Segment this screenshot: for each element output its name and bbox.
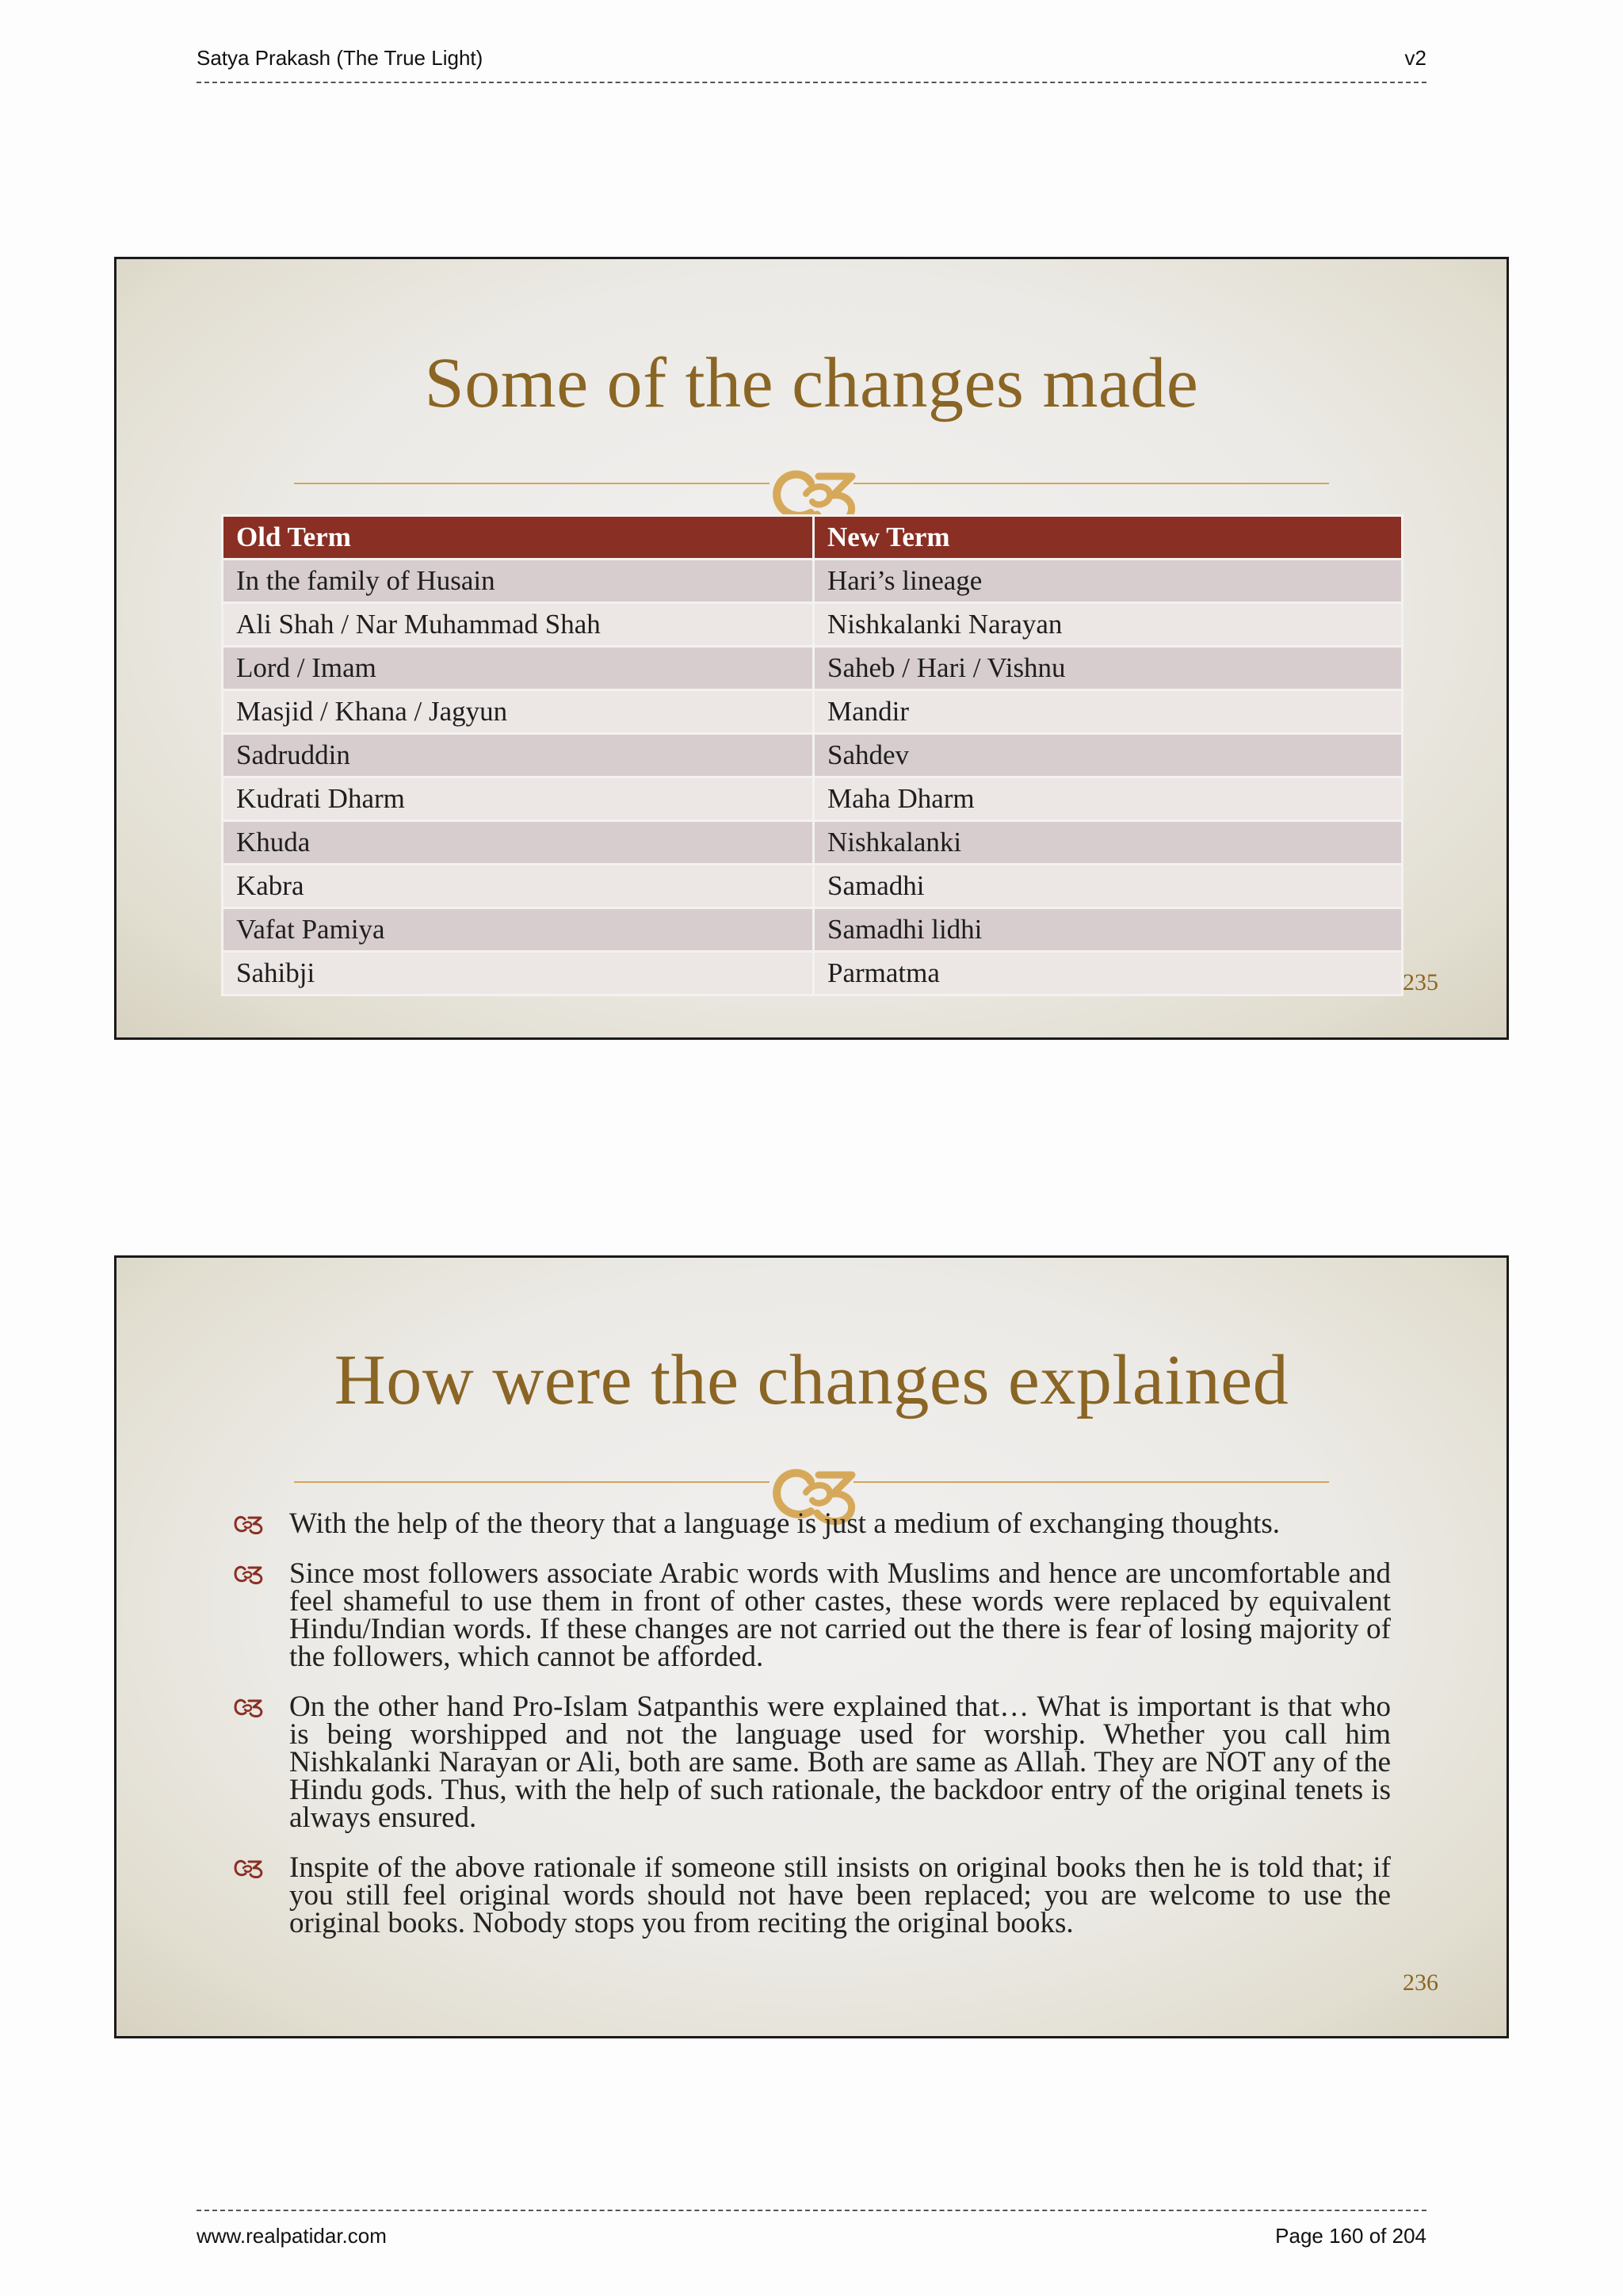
new-term-cell: Samadhi: [814, 865, 1403, 908]
new-term-cell: Sahdev: [814, 734, 1403, 777]
old-term-cell: Ali Shah / Nar Muhammad Shah: [223, 603, 814, 647]
new-term-cell: Mandir: [814, 690, 1403, 734]
slide-number: 236: [1403, 1969, 1438, 1996]
old-term-cell: Sadruddin: [223, 734, 814, 777]
page-header: [197, 46, 1426, 83]
divider-line-right: [854, 1481, 1329, 1483]
old-term-cell: In the family of Husain: [223, 560, 814, 603]
old-term-cell: Lord / Imam: [223, 647, 814, 690]
document-version: v2: [1404, 46, 1426, 70]
table-row: [223, 560, 1403, 603]
footer-divider: [197, 2210, 1426, 2211]
list-item: [234, 1851, 1391, 1939]
table-row: [223, 647, 1403, 690]
divider-line-right: [854, 483, 1329, 484]
table-row: [223, 777, 1403, 821]
slide-title: Some of the changes made: [424, 344, 1199, 422]
header-old-term: Old Term: [223, 516, 814, 560]
ornament-bullet-icon: [234, 1859, 265, 1879]
slide-236: [114, 1255, 1509, 2038]
header-new-term: New Term: [814, 516, 1403, 560]
bullet-text: With the help of the theory that a language is just a medium of exchanging thoughts.: [289, 1507, 1281, 1540]
new-term-cell: Samadhi lidhi: [814, 908, 1403, 952]
new-term-cell: Parmatma: [814, 952, 1403, 995]
new-term-cell: Hari’s lineage: [814, 560, 1403, 603]
slide-title: How were the changes explained: [334, 1341, 1289, 1419]
new-term-cell: Nishkalanki Narayan: [814, 603, 1403, 647]
old-term-cell: Khuda: [223, 821, 814, 865]
old-term-cell: Sahibji: [223, 952, 814, 995]
new-term-cell: Maha Dharm: [814, 777, 1403, 821]
ornament-bullet-icon: [234, 1515, 265, 1535]
table-row: [223, 821, 1403, 865]
list-item: [234, 1690, 1391, 1834]
old-term-cell: Kudrati Dharm: [223, 777, 814, 821]
new-term-cell: Nishkalanki: [814, 821, 1403, 865]
old-term-cell: Kabra: [223, 865, 814, 908]
slide-number: 235: [1403, 969, 1438, 995]
bullet-text: Since most followers associate Arabic words with Muslims and hence are uncomfortable and feel shameful to use them in front of other castes, these words were replaced by equivalent Hindu/Indian words. If these changes are not carried out the there is fear of losing majority of the followers, which cannot be afforded.: [289, 1557, 1391, 1673]
table-row: [223, 865, 1403, 908]
page-footer: [197, 2210, 1426, 2248]
page-number: Page 160 of 204: [1275, 2224, 1426, 2248]
table-row: [223, 690, 1403, 734]
header-divider: [197, 82, 1426, 83]
table-row: [223, 734, 1403, 777]
bullet-text: Inspite of the above rationale if someone still insists on original books then he is told that; if you still feel original words should not have been replaced; you are welcome to use the original books. Nobody stops you from reciting the original books.: [289, 1851, 1391, 1939]
explanation-list: [234, 1507, 1391, 1959]
list-item: [234, 1507, 1391, 1540]
divider-line-left: [294, 1481, 769, 1483]
bullet-text: On the other hand Pro-Islam Satpanthis were explained that… What is important is that who is being worshipped and not the language used for worship. Whether you call him Nishkalanki Narayan or Ali, both are same. Both are same as Allah. They are NOT any of the Hindu gods. Thus, with the help of such rationale, the backdoor entry of the original tenets is always ensured.: [289, 1690, 1391, 1834]
table-header-row: [223, 516, 1403, 560]
table-row: [223, 603, 1403, 647]
slide-235: [114, 257, 1509, 1040]
ornament-bullet-icon: [234, 1698, 265, 1718]
new-term-cell: Saheb / Hari / Vishnu: [814, 647, 1403, 690]
ornament-bullet-icon: [234, 1564, 265, 1585]
old-term-cell: Masjid / Khana / Jagyun: [223, 690, 814, 734]
website-link[interactable]: www.realpatidar.com: [197, 2224, 387, 2248]
old-term-cell: Vafat Pamiya: [223, 908, 814, 952]
table-row: [223, 952, 1403, 995]
divider-line-left: [294, 483, 769, 484]
document-title: Satya Prakash (The True Light): [197, 46, 483, 70]
table-row: [223, 908, 1403, 952]
list-item: [234, 1557, 1391, 1673]
terms-table: [221, 514, 1403, 996]
